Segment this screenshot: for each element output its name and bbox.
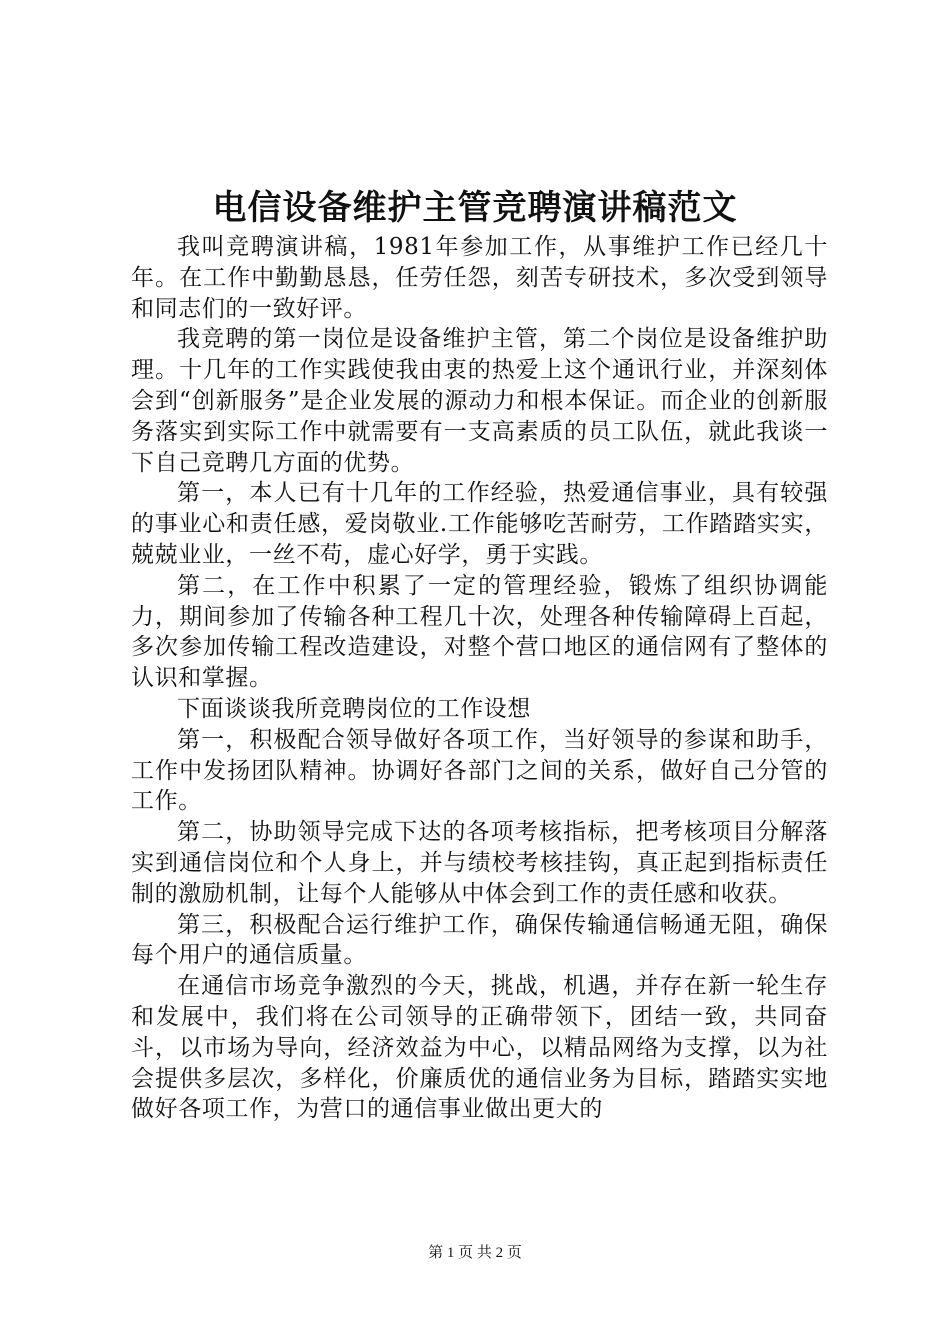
document-body <box>131 232 828 1125</box>
paragraph-1: 我叫竞聘演讲稿，1981年参加工作，从事维护工作已经几十年。在工作中勤勤恳恳，任劳任怨，刻苦专研技术，多次受到领导和同志们的一致好评。 <box>131 234 828 322</box>
paragraph-2: 我竞聘的第一岗位是设备维护主管，第二个岗位是设备维护助理。十几年的工作实践使我由衷的热爱上这个通讯行业，并深刻体会到“创新服务”是企业发展的源动力和根本保证。而企业的创新服务落实到实际工作中就需要有一支高素质的员工队伍，就此我谈一下自己竞聘几方面的优势。 <box>131 326 828 476</box>
paragraph-3: 第一，本人已有十几年的工作经验，热爱通信事业，具有较强的事业心和责任感，爱岗敬业.工作能够吃苦耐劳，工作踏踏实实，兢兢业业，一丝不苟，虚心好学，勇于实践。 <box>131 480 828 568</box>
paragraph-7: 第二，协助领导完成下达的各项考核指标，把考核项目分解落实到通信岗位和个人身上，并与绩校考核挂钩，真正起到指标责任制的激励机制，让每个人能够从中体会到工作的责任感和收获。 <box>131 819 828 907</box>
paragraph-9: 在通信市场竞争激烈的今天，挑战，机遇，并存在新一轮生存和发展中，我们将在公司领导的正确带领下，团结一致，共同奋斗，以市场为导向，经济效益为中心，以精品网络为支撑，以为社会提供多层次，多样化，价廉质优的通信业务为目标，踏踏实实地做好各项工作，为营口的通信事业做出更大的 <box>131 973 828 1123</box>
paragraph-5: 下面谈谈我所竞聘岗位的工作设想 <box>177 695 531 722</box>
paragraph-4: 第二，在工作中积累了一定的管理经验，锻炼了组织协调能力，期间参加了传输各种工程几十次，处理各种传输障碍上百起，多次参加传输工程改造建设，对整个营口地区的通信网有了整体的认识和掌握。 <box>131 572 828 692</box>
paragraph-8: 第三，积极配合运行维护工作，确保传输通信畅通无阻，确保每个用户的通信质量。 <box>131 911 828 969</box>
document-title: 电信设备维护主管竞聘演讲稿范文 <box>212 188 738 228</box>
page-footer: 第 1 页 共 2 页 <box>428 1245 522 1261</box>
paragraph-6: 第一，积极配合领导做好各项工作，当好领导的参谋和助手，工作中发扬团队精神。协调好各部门之间的关系，做好自己分管的工作。 <box>131 726 828 815</box>
